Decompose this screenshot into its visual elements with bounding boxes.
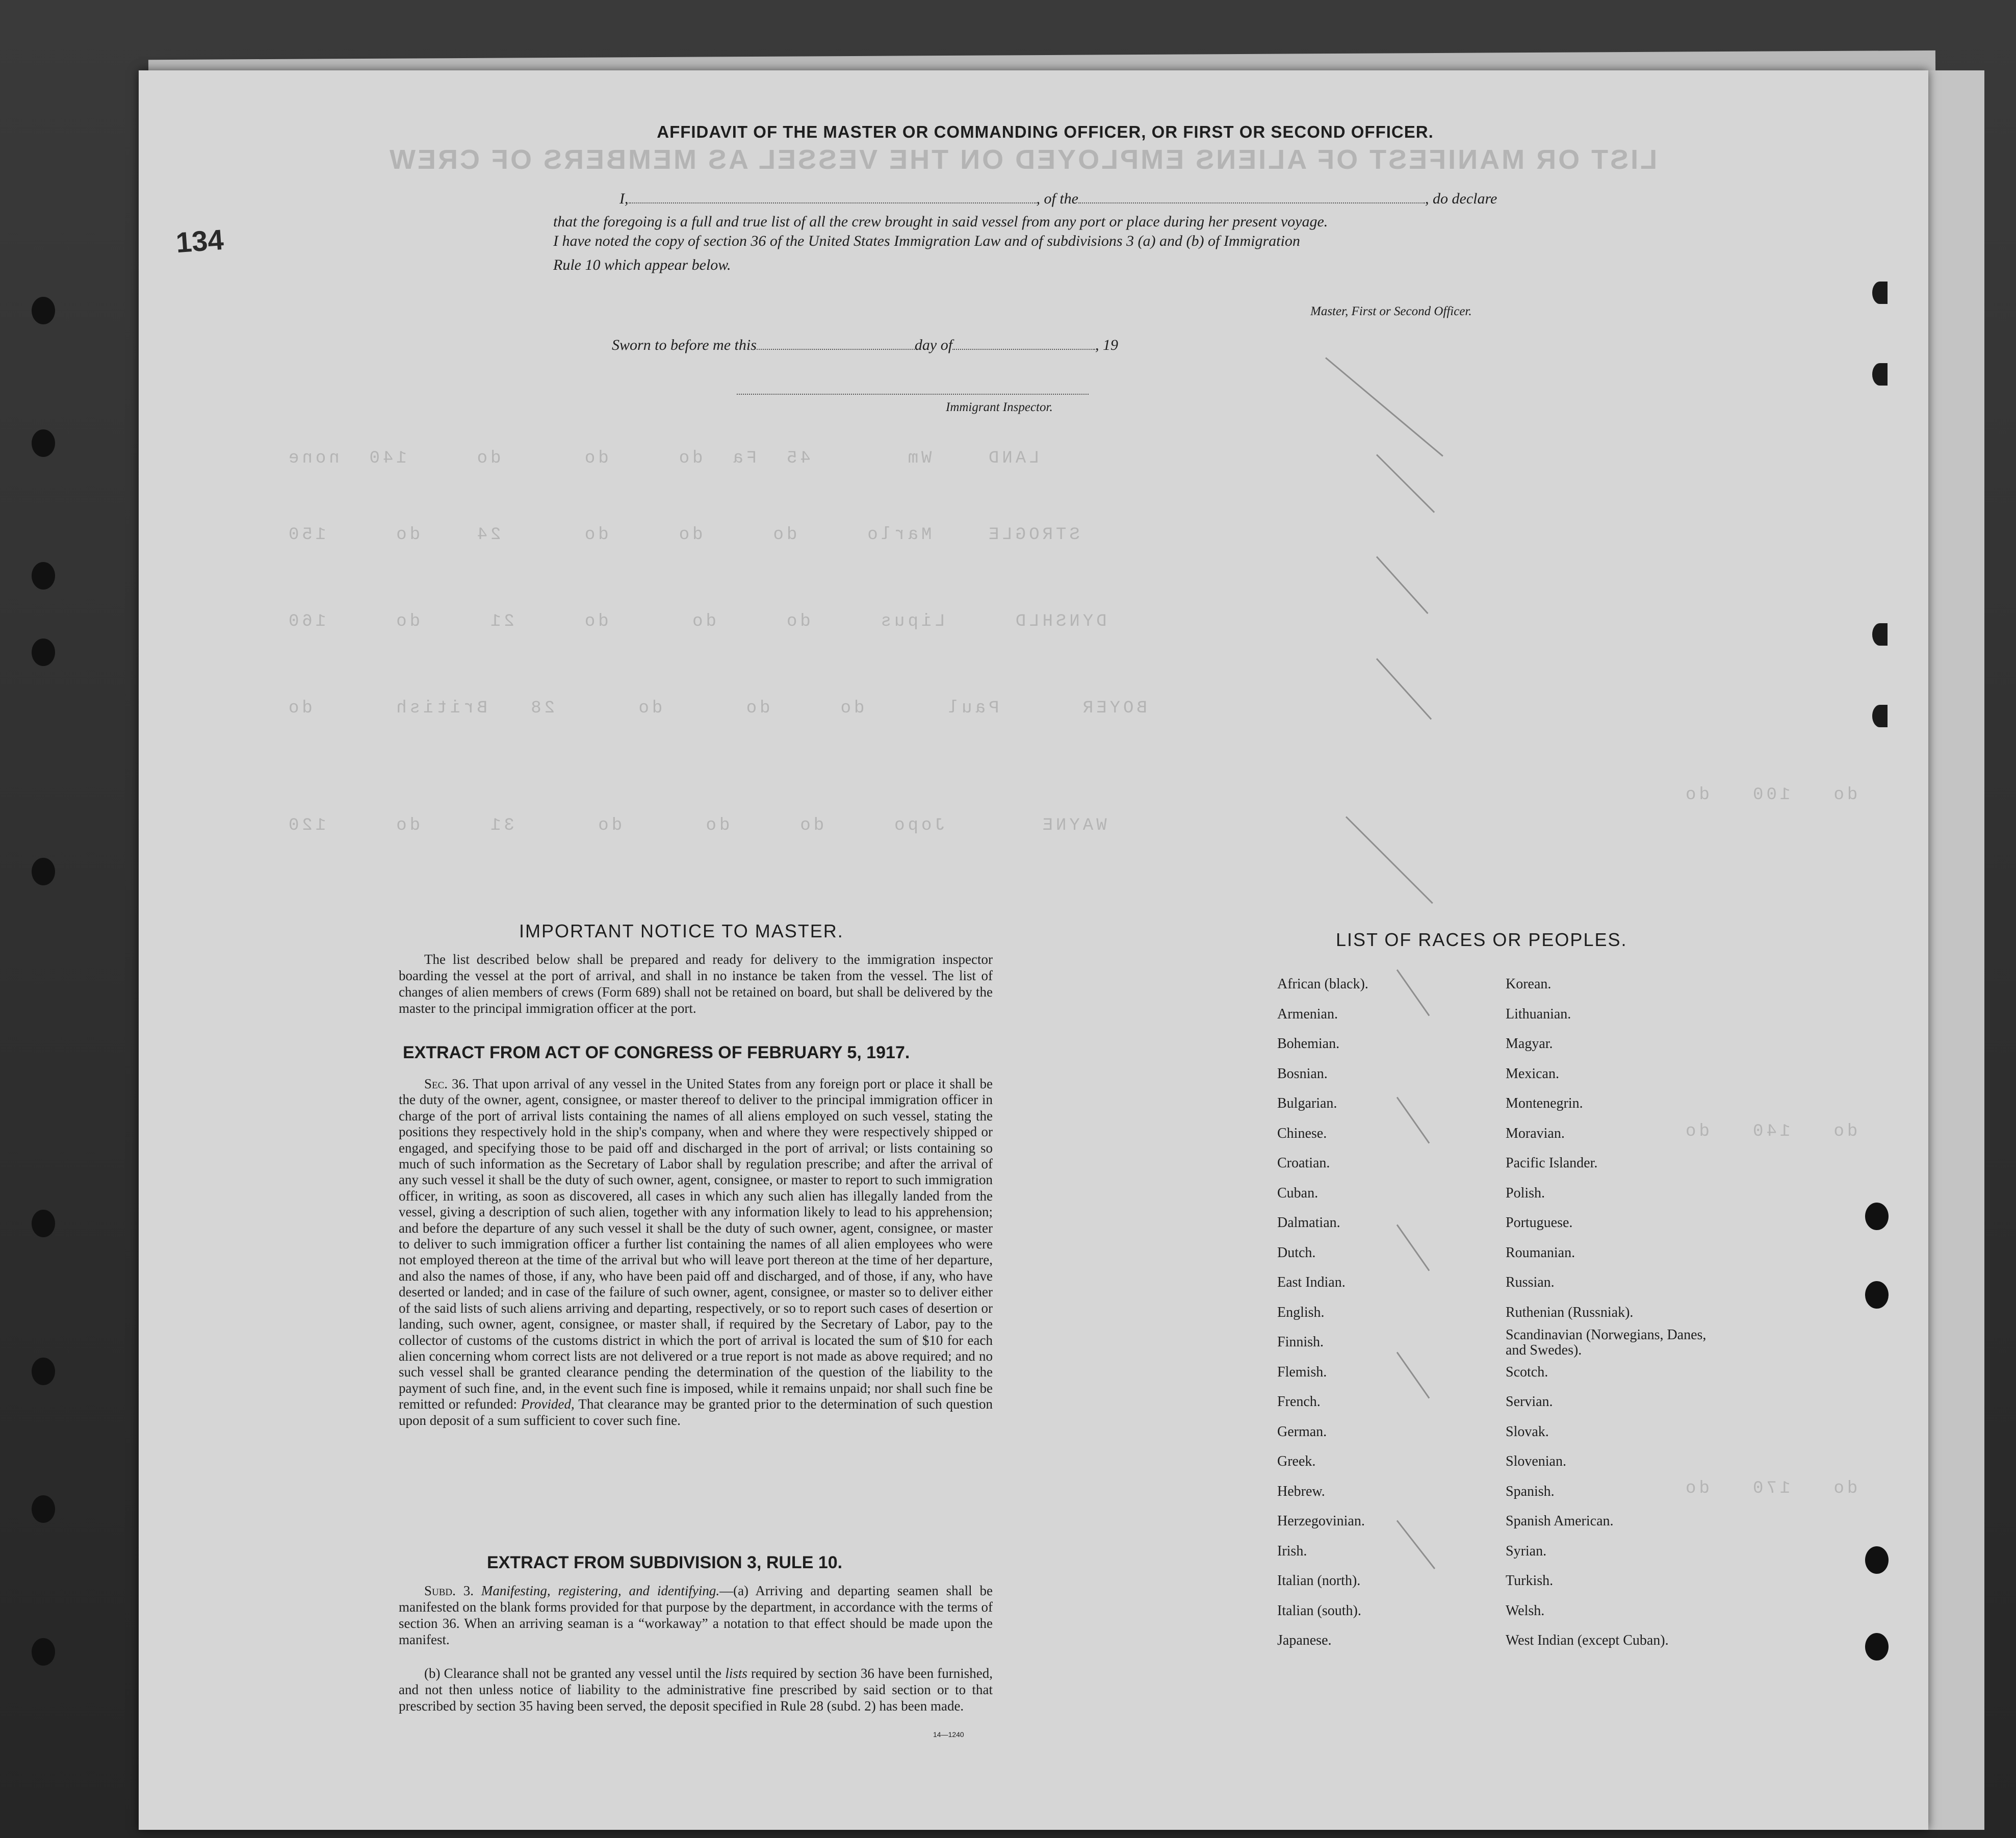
race-item: Japanese. (1277, 1632, 1332, 1648)
race-item: Bohemian. (1277, 1036, 1340, 1052)
race-item: West Indian (except Cuban). (1506, 1632, 1669, 1648)
race-item: Italian (south). (1277, 1602, 1361, 1619)
race-item: Turkish. (1506, 1573, 1554, 1589)
bleed-through-row: WAYNE Jopo do do do 31 do 120 (286, 816, 1107, 835)
race-item: Portuguese. (1506, 1215, 1573, 1231)
race-item: English. (1277, 1304, 1325, 1320)
race-item: Bulgarian. (1277, 1095, 1337, 1111)
race-item: Montenegrin. (1506, 1095, 1583, 1111)
punch-hole (1872, 363, 1888, 386)
race-item: Herzegovinian. (1277, 1513, 1365, 1529)
sheet-binding-strip (1928, 70, 1984, 1830)
race-item: Russian. (1506, 1274, 1555, 1290)
punch-hole (32, 429, 55, 457)
race-item: Chinese. (1277, 1125, 1327, 1141)
subdivision-3a-text: Subd. 3. Manifesting, registering, and identifying.—(a) Arriving and departing seamen shall be manifested on the blank forms provided for that purpose by the department, in accordance with the terms of section 36. When an arriving seaman is a “workaway” a notation to that effect should be made upon the manifest. (399, 1583, 993, 1647)
act-extract-heading: EXTRACT FROM ACT OF CONGRESS OF FEBRUARY 5, 1917. (403, 1043, 910, 1062)
margin-number-mark: 134 (174, 223, 225, 259)
race-item: Welsh. (1506, 1602, 1545, 1619)
sworn-line: Sworn to before me this day of , 19 (612, 337, 1119, 353)
bleed-through-row: do 100 do (1683, 785, 1858, 805)
affidavit-text-line: I have noted the copy of section 36 of the United States Immigration Law and of subdivisions 3 (a) and (b) of Immigration (553, 233, 1300, 249)
race-item: Scotch. (1506, 1364, 1548, 1380)
manifest-page (139, 70, 1928, 1830)
notice-text: The list described below shall be prepared and ready for delivery to the immigration inspector boarding the vessel at the port of arrival, and shall in no instance be taken from the vessel. The list of changes of alien members of crews (Form 689) shall not be retained on board, but shall be delivered by the master to the principal immigration officer at the port. (399, 952, 993, 1016)
race-item: Hebrew. (1277, 1483, 1325, 1499)
punch-hole (1865, 1546, 1889, 1574)
day-blank (757, 337, 915, 350)
punch-hole (1865, 1281, 1889, 1309)
vessel-blank (1078, 190, 1425, 203)
form-number: 14—1240 (933, 1730, 964, 1739)
race-item: Lithuanian. (1506, 1006, 1571, 1022)
punch-hole (1865, 1633, 1889, 1661)
race-item: Polish. (1506, 1185, 1545, 1201)
bleed-through-row: DYNSHLD Lipus do do do 21 do 160 (286, 612, 1107, 631)
race-item: Pacific Islander. (1506, 1155, 1598, 1171)
punch-hole (32, 1358, 55, 1385)
race-item: Dalmatian. (1277, 1215, 1340, 1231)
punch-hole (1872, 282, 1888, 304)
name-blank (629, 190, 1037, 203)
punch-hole (1872, 623, 1888, 646)
race-item: Spanish American. (1506, 1513, 1614, 1529)
race-item: Bosnian. (1277, 1065, 1328, 1082)
punch-hole (32, 858, 55, 885)
affidavit-title: AFFIDAVIT OF THE MASTER OR COMMANDING OFFICER, OR FIRST OR SECOND OFFICER. (657, 122, 1434, 141)
bleed-through-row: LAND Wm 45 Fa do do do 140 none (286, 449, 1040, 468)
punch-hole (1872, 705, 1888, 727)
race-item: Finnish. (1277, 1334, 1324, 1350)
bleed-through-row: do 140 do (1683, 1122, 1858, 1141)
bleed-through-row: STROGLE Marlo do do do 24 do 150 (286, 525, 1080, 545)
race-item: Mexican. (1506, 1065, 1559, 1082)
race-item: French. (1277, 1394, 1321, 1410)
race-item: Moravian. (1506, 1125, 1565, 1141)
race-item: German. (1277, 1423, 1327, 1440)
race-item: Scandinavian (Norwegians, Danes, and Swedes). (1506, 1327, 1707, 1358)
bleed-through-title: LIST OR MANIFEST OF ALIENS EMPLOYED ON THE VESSEL AS MEMBERS OF CREW (387, 144, 1658, 175)
race-item: Cuban. (1277, 1185, 1319, 1201)
race-item: Flemish. (1277, 1364, 1327, 1380)
notice-heading: IMPORTANT NOTICE TO MASTER. (519, 921, 844, 941)
inspector-label: Immigrant Inspector. (946, 400, 1053, 414)
race-item: Ruthenian (Russniak). (1506, 1304, 1634, 1320)
punch-hole (1865, 1203, 1889, 1230)
subdivision-3b-text: (b) Clearance shall not be granted any vessel until the lists required by section 36 have been furnished, and not then unless notice of liability to the administrative fine prescribed by said section or to that prescribed by section 35 having been served, the deposit specified in Rule 28 (subd. 2) has been made. (399, 1666, 993, 1714)
race-item: Italian (north). (1277, 1573, 1361, 1589)
race-item: Syrian. (1506, 1543, 1547, 1559)
race-item: Greek. (1277, 1453, 1316, 1469)
punch-hole (32, 1495, 55, 1523)
inspector-signature-blank (737, 381, 1089, 395)
race-item: Spanish. (1506, 1483, 1555, 1499)
race-item: Slovak. (1506, 1423, 1549, 1440)
race-item: Roumanian. (1506, 1244, 1575, 1261)
race-item: Irish. (1277, 1543, 1307, 1559)
bleed-through-row: do 170 do (1683, 1479, 1858, 1498)
race-item: African (black). (1277, 976, 1368, 992)
affidavit-declaration-line: I, , of the , do declare (619, 190, 1497, 207)
race-item: Magyar. (1506, 1036, 1553, 1052)
race-item: Croatian. (1277, 1155, 1330, 1171)
month-blank (952, 337, 1095, 350)
race-item: Dutch. (1277, 1244, 1316, 1261)
affidavit-text-line: that the foregoing is a full and true list of all the crew brought in said vessel from any port or place during her present voyage. (553, 213, 1328, 230)
punch-hole (32, 1638, 55, 1666)
race-item: Armenian. (1277, 1006, 1338, 1022)
race-item: Servian. (1506, 1394, 1553, 1410)
punch-hole (32, 639, 55, 666)
races-heading: LIST OF RACES OR PEOPLES. (1336, 929, 1627, 950)
section-36-text: Sec. 36. That upon arrival of any vessel in the United States from any foreign port or place it shall be the duty of the owner, agent, consignee, or master thereof to deliver to the principal immigration officer in charge of the port of arrival lists containing the names of all aliens employed on such vessel, stating the positions they respectively hold in the ship's company, when and where they were respectively shipped or engaged, and specifying those to be paid off and discharged in the port of arrival; or lists containing so much of such information as the Secretary of Labor shall by regulation prescribe; and after the arrival of any such vessel it shall be the duty of such owner, agent, consignee, or master to report to such immigration officer, in writing, as soon as discovered, all cases in which any such alien has illegally landed from the vessel, giving a description of such alien, together with any information likely to lead to his apprehension; and before the departure of any such vessel it shall be the duty of such owner, agent, consignee, or master to deliver to such immigration officer a further list containing the names of all alien employees who were not employed thereon at the time of the arrival but who will leave port thereon at the time of her departure, and also the names of those, if any, who have been paid off and discharged, and of those, if any, who have deserted or landed; and in case of the failure of such owner, agent, consignee, or master so to deliver either of the said lists of such aliens arriving and departing, respectively, or so to report such cases of desertion or landing, such owner, agent, consignee, or master shall, if required by the Secretary of Labor, pay to the collector of customs of the customs district in which the port of arrival is located the sum of $10 for each alien concerning whom correct lists are not delivered or a true report is not made as above required; and no such vessel shall be granted clearance pending the determination of the question of the liability to the payment of such fine, and, in the event such fine is imposed, while it remains unpaid; nor shall such fine be remitted or refunded: Provided, That clearance may be granted prior to the determination of such question upon deposit of a sum sufficient to cover such fine. (399, 1076, 993, 1428)
master-signature-label: Master, First or Second Officer. (1310, 304, 1472, 318)
affidavit-text-line: Rule 10 which appear below. (553, 257, 731, 273)
punch-hole (32, 562, 55, 590)
rule-extract-heading: EXTRACT FROM SUBDIVISION 3, RULE 10. (487, 1553, 843, 1572)
bleed-through-row: BOYER Paul do do do 28 British do (286, 699, 1147, 718)
punch-hole (32, 1210, 55, 1237)
race-item: East Indian. (1277, 1274, 1346, 1290)
race-item: Korean. (1506, 976, 1552, 992)
race-item: Slovenian. (1506, 1453, 1566, 1469)
punch-hole (32, 297, 55, 324)
